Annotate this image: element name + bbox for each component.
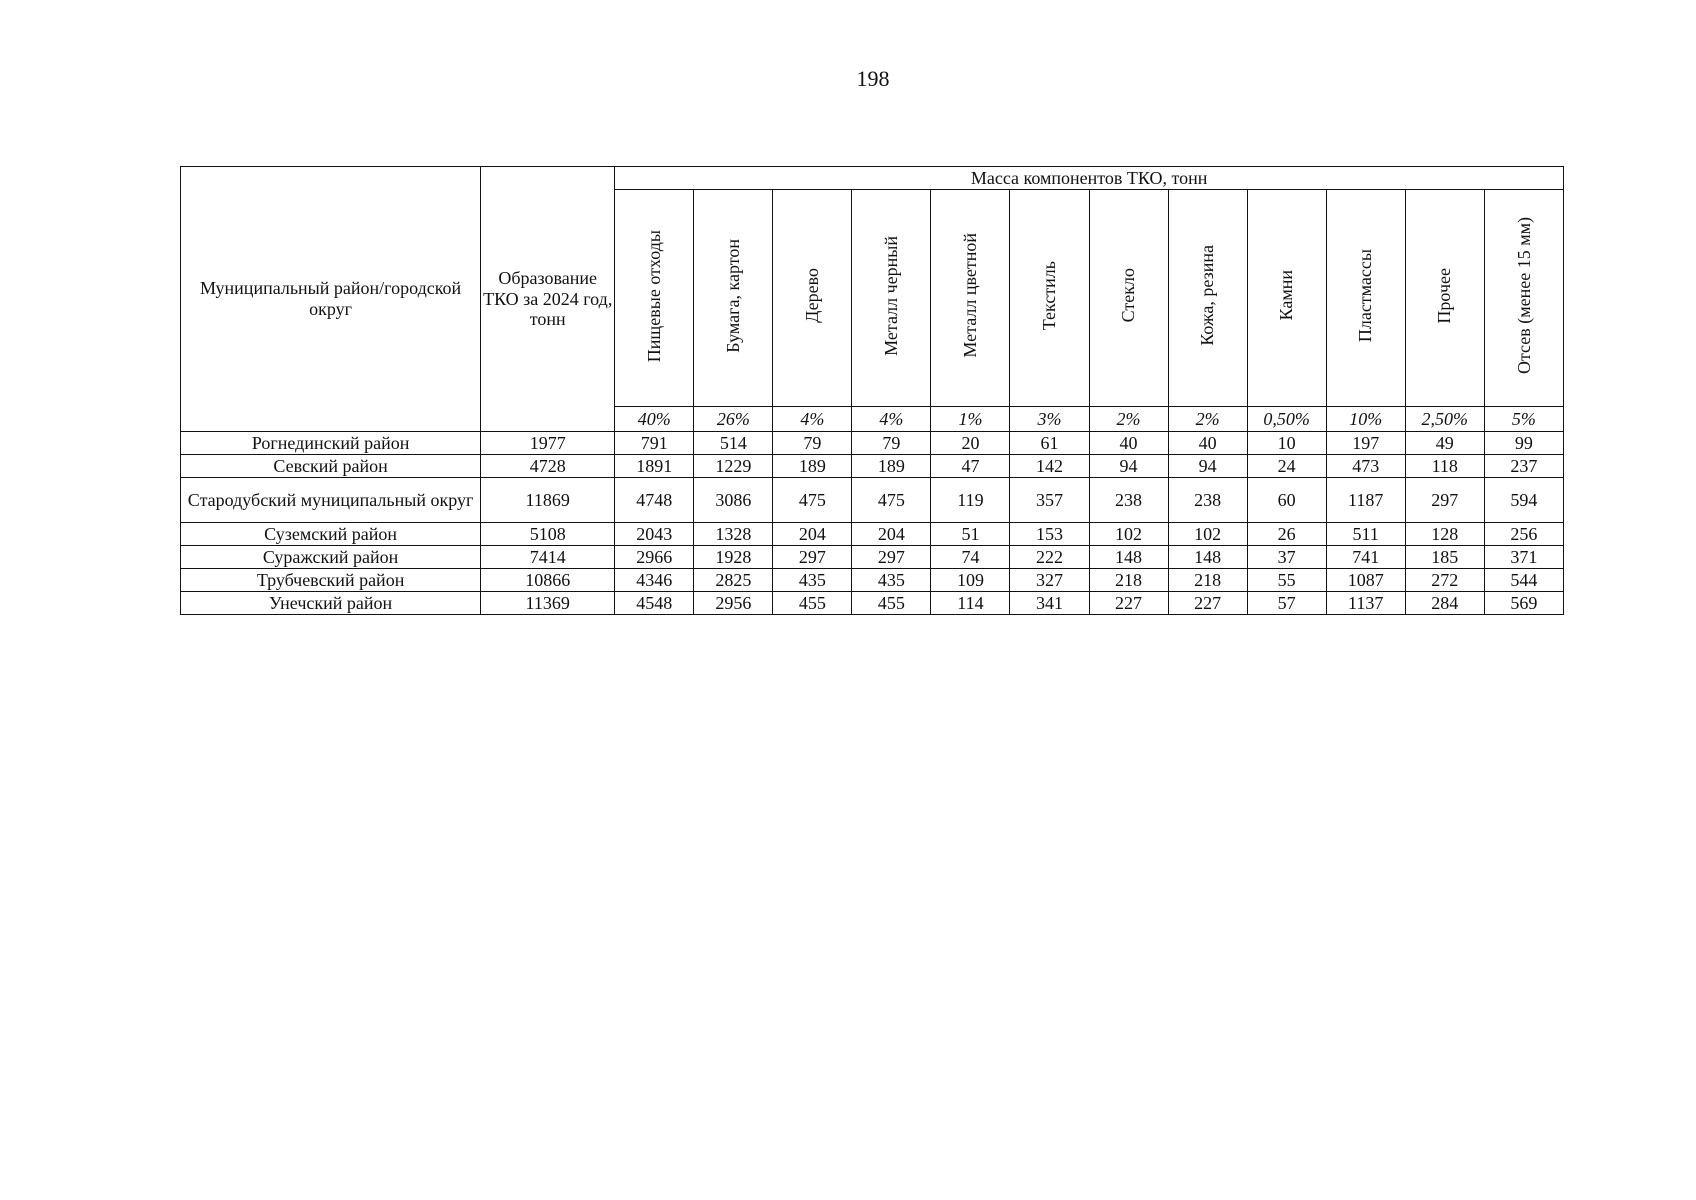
header-component: Стекло (1089, 190, 1168, 407)
total-cell: 5108 (481, 523, 615, 546)
total-cell: 4728 (481, 455, 615, 478)
header-component-group: Масса компонентов ТКО, тонн (615, 167, 1564, 190)
value-cell: 79 (773, 432, 852, 455)
value-cell: 237 (1484, 455, 1563, 478)
value-cell: 227 (1168, 592, 1247, 615)
value-cell: 26 (1247, 523, 1326, 546)
total-cell: 1977 (481, 432, 615, 455)
value-cell: 128 (1405, 523, 1484, 546)
value-cell: 544 (1484, 569, 1563, 592)
value-cell: 2825 (694, 569, 773, 592)
value-cell: 741 (1326, 546, 1405, 569)
value-cell: 148 (1089, 546, 1168, 569)
district-name: Унечский район (181, 592, 481, 615)
value-cell: 94 (1089, 455, 1168, 478)
value-cell: 791 (615, 432, 694, 455)
total-cell: 11369 (481, 592, 615, 615)
value-cell: 569 (1484, 592, 1563, 615)
value-cell: 455 (773, 592, 852, 615)
value-cell: 79 (852, 432, 931, 455)
value-cell: 297 (852, 546, 931, 569)
value-cell: 227 (1089, 592, 1168, 615)
district-name: Стародубский муниципальный округ (181, 478, 481, 523)
value-cell: 197 (1326, 432, 1405, 455)
value-cell: 1137 (1326, 592, 1405, 615)
value-cell: 594 (1484, 478, 1563, 523)
value-cell: 238 (1089, 478, 1168, 523)
value-cell: 102 (1168, 523, 1247, 546)
value-cell: 37 (1247, 546, 1326, 569)
tko-components-table (180, 166, 1564, 615)
header-percent: 0,50% (1247, 407, 1326, 432)
value-cell: 511 (1326, 523, 1405, 546)
table-row (181, 478, 1564, 523)
value-cell: 514 (694, 432, 773, 455)
value-cell: 473 (1326, 455, 1405, 478)
value-cell: 4346 (615, 569, 694, 592)
value-cell: 60 (1247, 478, 1326, 523)
value-cell: 94 (1168, 455, 1247, 478)
value-cell: 109 (931, 569, 1010, 592)
table-row (181, 569, 1564, 592)
value-cell: 185 (1405, 546, 1484, 569)
district-name: Суражский район (181, 546, 481, 569)
header-total: Образование ТКО за 2024 год, тонн (481, 167, 615, 432)
header-component: Камни (1247, 190, 1326, 407)
value-cell: 74 (931, 546, 1010, 569)
value-cell: 1928 (694, 546, 773, 569)
value-cell: 222 (1010, 546, 1089, 569)
value-cell: 2956 (694, 592, 773, 615)
value-cell: 119 (931, 478, 1010, 523)
value-cell: 218 (1168, 569, 1247, 592)
table-row (181, 432, 1564, 455)
value-cell: 49 (1405, 432, 1484, 455)
value-cell: 148 (1168, 546, 1247, 569)
header-percent: 2,50% (1405, 407, 1484, 432)
value-cell: 24 (1247, 455, 1326, 478)
value-cell: 40 (1089, 432, 1168, 455)
value-cell: 475 (852, 478, 931, 523)
header-component: Текстиль (1010, 190, 1089, 407)
value-cell: 327 (1010, 569, 1089, 592)
value-cell: 297 (773, 546, 852, 569)
value-cell: 61 (1010, 432, 1089, 455)
value-cell: 142 (1010, 455, 1089, 478)
header-district: Муниципальный район/городской округ (181, 167, 481, 432)
district-name: Трубчевский район (181, 569, 481, 592)
value-cell: 371 (1484, 546, 1563, 569)
header-percent: 5% (1484, 407, 1563, 432)
total-cell: 7414 (481, 546, 615, 569)
table-row (181, 592, 1564, 615)
header-percent: 4% (773, 407, 852, 432)
value-cell: 1229 (694, 455, 773, 478)
value-cell: 10 (1247, 432, 1326, 455)
value-cell: 4548 (615, 592, 694, 615)
value-cell: 51 (931, 523, 1010, 546)
table-row (181, 546, 1564, 569)
header-percent: 2% (1168, 407, 1247, 432)
header-percent: 4% (852, 407, 931, 432)
value-cell: 204 (852, 523, 931, 546)
value-cell: 272 (1405, 569, 1484, 592)
page-number: 198 (856, 66, 890, 91)
value-cell: 1328 (694, 523, 773, 546)
district-name: Суземский район (181, 523, 481, 546)
district-name: Севский район (181, 455, 481, 478)
total-cell: 10866 (481, 569, 615, 592)
district-name: Рогнединский район (181, 432, 481, 455)
header-component: Металл черный (852, 190, 931, 407)
header-percent: 40% (615, 407, 694, 432)
header-component: Пластмассы (1326, 190, 1405, 407)
value-cell: 435 (852, 569, 931, 592)
value-cell: 256 (1484, 523, 1563, 546)
value-cell: 102 (1089, 523, 1168, 546)
header-component: Металл цветной (931, 190, 1010, 407)
value-cell: 1891 (615, 455, 694, 478)
value-cell: 238 (1168, 478, 1247, 523)
value-cell: 3086 (694, 478, 773, 523)
header-percent: 2% (1089, 407, 1168, 432)
value-cell: 2043 (615, 523, 694, 546)
value-cell: 1087 (1326, 569, 1405, 592)
value-cell: 475 (773, 478, 852, 523)
value-cell: 284 (1405, 592, 1484, 615)
header-component: Пищевые отходы (615, 190, 694, 407)
value-cell: 435 (773, 569, 852, 592)
header-percent: 3% (1010, 407, 1089, 432)
value-cell: 153 (1010, 523, 1089, 546)
value-cell: 20 (931, 432, 1010, 455)
value-cell: 55 (1247, 569, 1326, 592)
value-cell: 57 (1247, 592, 1326, 615)
value-cell: 114 (931, 592, 1010, 615)
value-cell: 204 (773, 523, 852, 546)
value-cell: 2966 (615, 546, 694, 569)
value-cell: 40 (1168, 432, 1247, 455)
table-row (181, 455, 1564, 478)
value-cell: 189 (852, 455, 931, 478)
value-cell: 357 (1010, 478, 1089, 523)
header-component: Отсев (менее 15 мм) (1484, 190, 1563, 407)
header-component: Кожа, резина (1168, 190, 1247, 407)
value-cell: 118 (1405, 455, 1484, 478)
header-component: Дерево (773, 190, 852, 407)
header-percent: 10% (1326, 407, 1405, 432)
total-cell: 11869 (481, 478, 615, 523)
value-cell: 189 (773, 455, 852, 478)
table-row (181, 523, 1564, 546)
value-cell: 341 (1010, 592, 1089, 615)
value-cell: 4748 (615, 478, 694, 523)
header-component: Прочее (1405, 190, 1484, 407)
value-cell: 297 (1405, 478, 1484, 523)
value-cell: 455 (852, 592, 931, 615)
header-percent: 1% (931, 407, 1010, 432)
value-cell: 1187 (1326, 478, 1405, 523)
value-cell: 47 (931, 455, 1010, 478)
value-cell: 218 (1089, 569, 1168, 592)
header-component: Бумага, картон (694, 190, 773, 407)
value-cell: 99 (1484, 432, 1563, 455)
header-percent: 26% (694, 407, 773, 432)
